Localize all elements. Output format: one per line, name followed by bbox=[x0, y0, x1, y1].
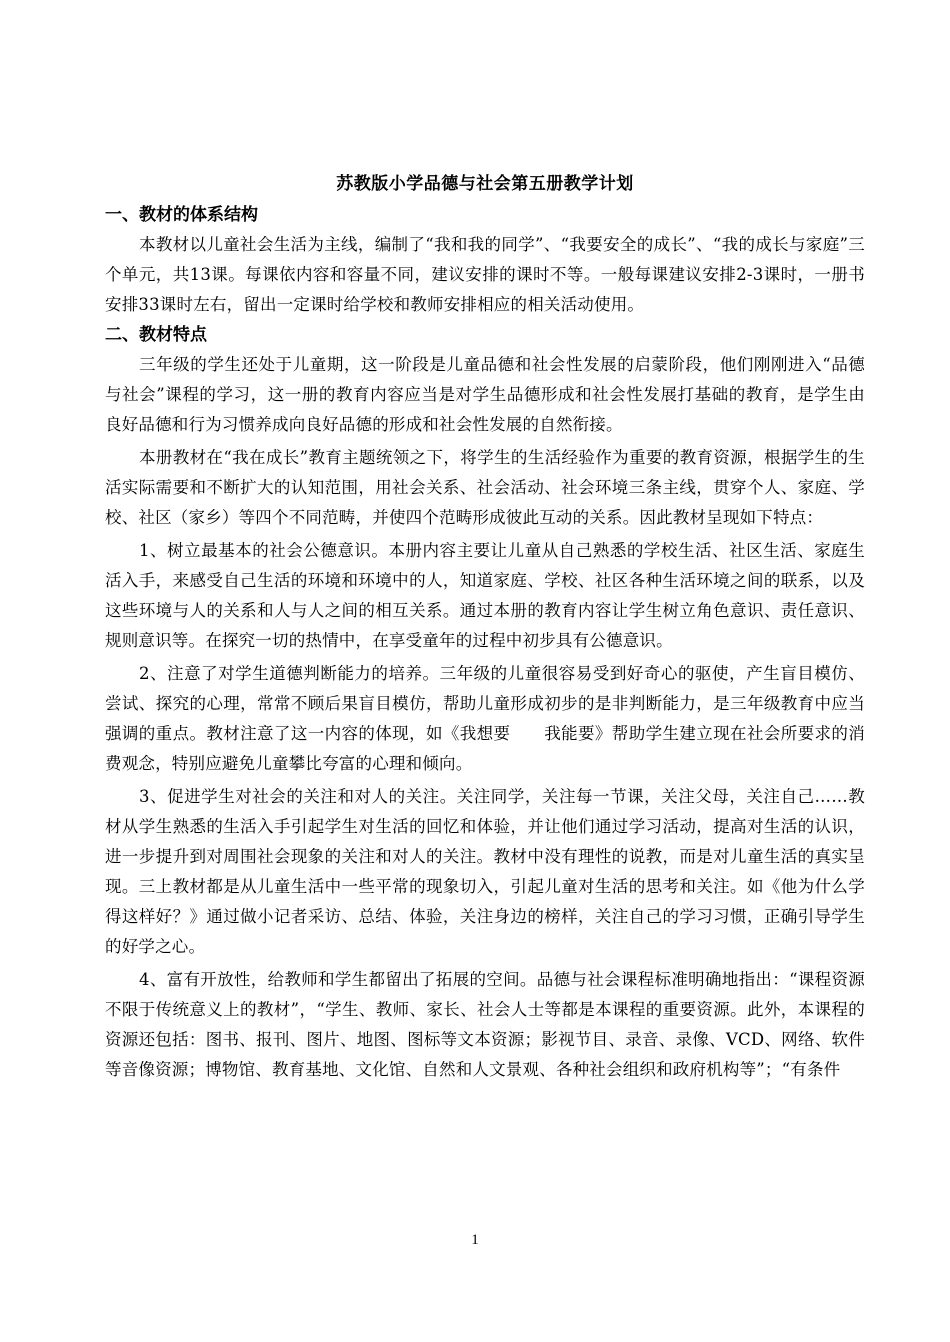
paragraph: 本册教材在“我在成长”教育主题统领之下，将学生的生活经验作为重要的教育资源，根据学生的生活实际需要和不断扩大的认知范围，用社会关系、社会活动、社会环境三条主线，贯穿个人、家庭、学校、社区（家乡）等四个不同范畴，并使四个范畴形成彼此互动的关系。因此教材呈现如下特点： bbox=[105, 448, 865, 527]
paragraph: 本教材以儿童社会生活为主线，编制了“我和我的同学”、“我要安全的成长”、“我的成长与家庭”三个单元，共13课。每课依内容和容量不同，建议安排的课时不等。一般每课建议安排2-3课时，一册书安排33课时左右，留出一定课时给学校和教师安排相应的相关活动使用。 bbox=[105, 235, 865, 314]
section-heading: 一、教材的体系结构 bbox=[105, 205, 258, 225]
paragraph: 2、注意了对学生道德判断能力的培养。三年级的儿童很容易受到好奇心的驱使，产生盲目模仿、尝试、探究的心理，常常不顾后果盲目模仿，帮助儿童形成初步的是非判断能力，是三年级教育中应当强调的重点。教材注意了这一内容的体现，如《我想要 我能要》帮助学生建立现在社会所要求的消费观念，特别应避免儿童攀比夸富的心理和倾向。 bbox=[105, 664, 865, 773]
paragraph: 三年级的学生还处于儿童期，这一阶段是儿童品德和社会性发展的启蒙阶段，他们刚刚进入“品德与社会”课程的学习，这一册的教育内容应当是对学生品德形成和社会性发展打基础的教育，是学生由良好品德和行为习惯养成向良好品德的形成和社会性发展的自然衔接。 bbox=[105, 355, 865, 434]
page-number: 1 bbox=[471, 1232, 479, 1248]
paragraph: 1、树立最基本的社会公德意识。本册内容主要让儿童从自己熟悉的学校生活、社区生活、家庭生活入手，来感受自己生活的环境和环境中的人，知道家庭、学校、社区各种生活环境之间的联系，以及这些环境与人的关系和人与人之间的相互关系。通过本册的教育内容让学生树立角色意识、责任意识、规则意识等。在探究一切的热情中，在享受童年的过程中初步具有公德意识。 bbox=[105, 541, 865, 650]
section-heading: 二、教材特点 bbox=[105, 325, 207, 345]
section-features bbox=[105, 320, 865, 1085]
paragraph: 3、促进学生对社会的关注和对人的关注。关注同学，关注每一节课，关注父母，关注自己……教材从学生熟悉的生活入手引起学生对生活的回忆和体验，并让他们通过学习活动，提高对生活的认识，进一步提升到对周围社会现象的关注和对人的关注。教材中没有理性的说教，而是对儿童生活的真实呈现。三上教材都是从儿童生活中一些平常的现象切入，引起儿童对生活的思考和关注。如《他为什么学得这样好？》通过做小记者采访、总结、体验，关注身边的榜样，关注自己的学习习惯，正确引导学生的好学之心。 bbox=[105, 787, 865, 956]
paragraph: 4、富有开放性，给教师和学生都留出了拓展的空间。品德与社会课程标准明确地指出：“课程资源不限于传统意义上的教材”，“学生、教师、家长、社会人士等都是本课程的重要资源。此外，本课程的资源还包括：图书、报刊、图片、地图、图标等文本资源；影视节目、录音、录像、VCD、网络、软件等音像资源；博物馆、教育基地、文化馆、自然和人文景观、各种社会组织和政府机构等”；“有条件 bbox=[105, 970, 865, 1079]
section-structure bbox=[105, 200, 865, 320]
document-title: 苏教版小学品德与社会第五册教学计划 bbox=[336, 174, 634, 194]
document-page bbox=[105, 168, 865, 1085]
